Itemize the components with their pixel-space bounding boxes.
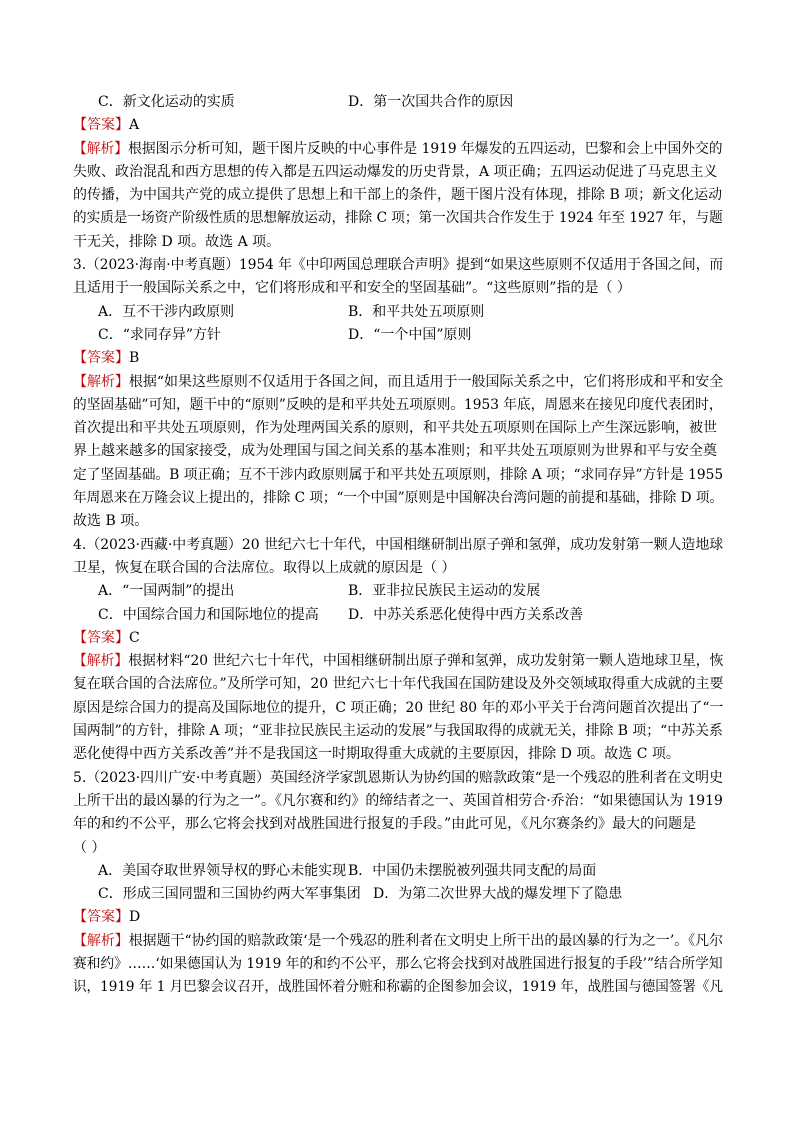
analysis-text-line: 失败、政治混乱和西方思想的传入都是五四运动爆发的历史背景，A 项正确；五四运动促进了马克思主义 <box>73 163 718 180</box>
question-content <box>73 91 723 1000</box>
question-stem-line: 卫星，恢复在联合国的合法席位。取得以上成就的原因是（ ） <box>73 559 456 576</box>
analysis-text: 根据题干“协约国的赔款政策‘是一个残忍的胜利者在文明史上所干出的最凶暴的行为之一’。《凡尔 <box>128 932 724 949</box>
option-c: C．“求同存异”方针 <box>98 326 222 343</box>
option-row <box>73 604 723 627</box>
analysis-text: 根据“如果这些原则不仅适用于各国之间，而且适用于一般国际关系之中，它们将形成和平和安全 <box>128 373 724 390</box>
answer-line <box>73 347 723 370</box>
question-stem-line: 且适用于一般国际关系之中，它们将形成和平和安全的坚固基础”。“这些原则”指的是（ ） <box>73 280 631 297</box>
option-row <box>73 580 723 603</box>
answer-value: B <box>129 350 140 367</box>
option-row <box>73 883 723 906</box>
analysis-text-line: 原因是综合国力的提高及国际地位的提升，C 项正确；20 世纪 80 年的邓小平关于台湾问题首次提出了“一 <box>73 699 724 716</box>
answer-tag: 【答案】 <box>73 629 129 646</box>
analysis-tag: 【解析】 <box>73 932 129 949</box>
option-row <box>73 860 723 883</box>
answer-value: D <box>129 909 141 926</box>
answer-tag: 【答案】 <box>73 117 129 134</box>
analysis-line <box>73 371 722 394</box>
analysis-text-line: 的坚固基础”可知，题干中的“原则”反映的是和平共处五项原则。1953 年底，周恩来在接见印度代表团时， <box>73 396 723 413</box>
analysis-text-line: 复在联合国的合法席位。”及所学可知，20 世纪六七十年代我国在国防建设及外交领域取得重大成就的主要 <box>73 676 724 693</box>
option-a: A．美国夺取世界领导权的野心未能实现 <box>98 862 347 879</box>
answer-tag: 【答案】 <box>73 909 129 926</box>
answer-line <box>73 627 723 650</box>
option-d: D．为第二次世界大战的爆发埋下了隐患 <box>373 886 623 903</box>
option-d: D．第一次国共合作的原因 <box>348 94 514 110</box>
option-c: C．形成三国同盟和三国协约两大军事集团 <box>98 886 361 903</box>
answer-line <box>73 114 723 137</box>
option-b: B．和平共处五项原则 <box>348 303 485 320</box>
analysis-text-line: 界上越来越多的国家接受，成为处理国与国之间关系的基本准则；和平共处五项原则为世界和平与安全奠 <box>73 443 717 460</box>
question-stem-line: 5.（2023·四川广安·中考真题）英国经济学家凯恩斯认为协约国的赔款政策“是一个残忍的胜利者在文明史 <box>73 769 724 786</box>
analysis-text-line: 首次提出和平共处五项原则，作为处理两国关系的原则，和平共处五项原则在国际上产生深远影响，被世 <box>73 420 717 437</box>
analysis-line <box>73 138 723 161</box>
answer-value: C <box>129 629 140 646</box>
option-a: A．“一国两制”的提出 <box>98 583 235 600</box>
analysis-text-line: 年周恩来在万隆会议上提出的，排除 C 项；“一个中国”原则是中国解决台湾问题的前提和基础，排除 D 项。 <box>73 490 724 507</box>
option-c: C．新文化运动的实质 <box>98 94 235 110</box>
answer-value: A <box>129 117 140 134</box>
question-stem-line: （ ） <box>73 839 106 856</box>
option-row <box>73 301 723 324</box>
question-stem-line: 上所干出的最凶暴的行为之一”。《凡尔赛和约》的缔结者之一、英国首相劳合·乔治：“如果德国认为 1919 <box>73 792 723 809</box>
analysis-text-line: 干无关，排除 D 项。故选 A 项。 <box>73 233 281 250</box>
analysis-text-line: 恶化使得中西方关系改善”并不是我国这一时期取得重大成就的主要原因，排除 D 项。故选 C 项。 <box>73 746 680 763</box>
option-row <box>73 324 723 347</box>
option-row <box>73 91 723 114</box>
analysis-text: 根据图示分析可知，题干图片反映的中心事件是 1919 年爆发的五四运动，巴黎和会上中国外交的 <box>128 140 723 157</box>
question-stem-line: 年的和约不公平，那么它将会找到对战胜国进行报复的手段。”由此可见，《凡尔赛条约》最大的问题是 <box>73 816 697 833</box>
option-b: B．亚非拉民族民主运动的发展 <box>348 583 541 600</box>
option-b: B．中国仍未摆脱被列强共同支配的局面 <box>348 862 597 879</box>
option-a: A．互不干涉内政原则 <box>98 303 235 320</box>
option-c: C．中国综合国力和国际地位的提高 <box>98 606 319 623</box>
answer-line <box>73 906 723 929</box>
analysis-line <box>73 650 724 673</box>
option-d: D．“一个中国”原则 <box>348 326 472 343</box>
answer-tag: 【答案】 <box>73 350 129 367</box>
analysis-text-line: 识，1919 年 1 月巴黎会议召开，战胜国怀着分赃和称霸的企图参加会议，1919 年，战胜国与德国签署《凡 <box>73 979 723 996</box>
option-d: D．中苏关系恶化使得中西方关系改善 <box>348 606 584 623</box>
analysis-text-line: 赛和约》……‘如果德国认为 1919 年的和约不公平，那么它将会找到对战胜国进行报复的手段’”结合所学知 <box>73 955 723 972</box>
analysis-tag: 【解析】 <box>73 373 129 390</box>
analysis-line <box>73 930 724 953</box>
analysis-text: 根据材料“20 世纪六七十年代，中国相继研制出原子弹和氢弹，成功发射第一颗人造地球卫星，恢 <box>128 653 724 670</box>
question-stem-line: 4.（2023·西藏·中考真题）20 世纪六七十年代，中国相继研制出原子弹和氢弹，成功发射第一颗人造地球 <box>73 536 724 553</box>
question-stem-line: 3.（2023·海南·中考真题）1954 年《中印两国总理联合声明》提到“如果这些原则不仅适用于各国之间，而 <box>73 257 724 274</box>
analysis-tag: 【解析】 <box>73 140 129 157</box>
analysis-text-line: 的实质是一场资产阶级性质的思想解放运动，排除 C 项；第一次国共合作发生于 1924 年至 1927 年，与题 <box>73 210 723 227</box>
analysis-text-line: 定了坚固基础。B 项正确；互不干涉内政原则属于和平共处五项原则，排除 A 项；“求同存异”方针是 1955 <box>73 466 724 483</box>
analysis-tag: 【解析】 <box>73 653 129 670</box>
analysis-text-line: 的传播，为中国共产党的成立提供了思想上和干部上的条件，题干图片没有体现，排除 B 项；新文化运动 <box>73 187 723 204</box>
analysis-text-line: 国两制”的方针，排除 A 项；“亚非拉民族民主运动的发展”与我国取得的成就无关，排除 B 项；“中苏关系 <box>73 723 723 740</box>
analysis-text-line: 故选 B 项。 <box>73 513 149 530</box>
